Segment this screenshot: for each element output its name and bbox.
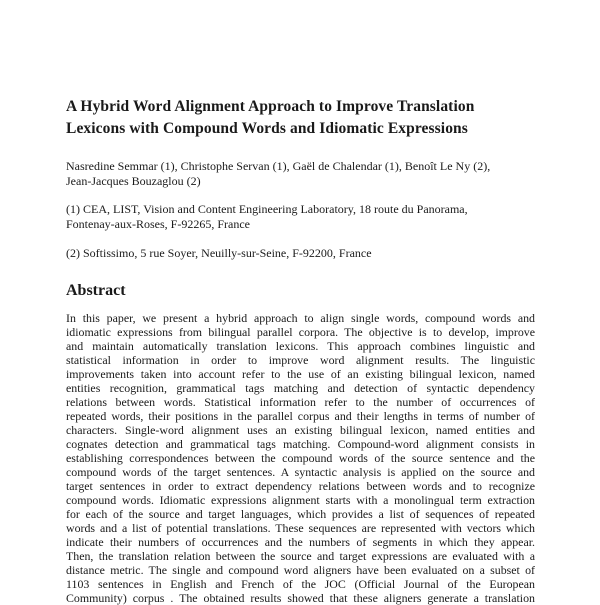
text-line: Fontenay-aux-Roses, F-92265, France [66, 216, 250, 231]
text-line: characters. Single-word alignment uses an existing bilingual lexicon, named entities and [66, 422, 535, 437]
text-line: Jean-Jacques Bouzaglou (2) [66, 173, 201, 188]
text-line: Community) corpus . The obtained results showed that these aligners generate a translation [66, 590, 535, 605]
text-line: In this paper, we present a hybrid approach to align single words, compound words and [66, 310, 535, 325]
text-line: statistical information in order to improve word alignment results. The linguistic [66, 352, 535, 367]
author-list [66, 159, 535, 188]
affiliation-2 [66, 246, 535, 261]
affiliation-1 [66, 202, 535, 231]
text-line: Nasredine Semmar (1), Christophe Servan (1), Gaël de Chalendar (1), Benoît Le Ny (2), [66, 159, 491, 173]
text-line: compound words. Idiomatic expressions alignment starts with a monolingual term extraction [66, 492, 535, 507]
text-line: improvements taken into account refer to the use of an existing bilingual lexicon, named [66, 366, 535, 381]
text-line: target sentences in order to extract dependency relations between words and to recognize [66, 478, 535, 493]
text-line: Then, the translation relation between the source and target expressions are evaluated with a [66, 548, 535, 563]
text-line: A Hybrid Word Alignment Approach to Improve Translation [66, 98, 475, 115]
text-line: entities recognition, grammatical tags matching and detection of syntactic dependency [66, 380, 535, 395]
text-line: and maintain automatically translation lexicons. This approach combines linguistic and [66, 338, 535, 353]
text-line: cognates detection and grammatical tags matching. Compound-word alignment consists in [66, 436, 535, 451]
text-line: establishing correspondences between the compound words of the source sentence and the [66, 450, 535, 465]
text-line: 1103 sentences in English and French of the JOC (Official Journal of the European [66, 576, 535, 591]
text-line: for each of the source and target languages, which provides a list of sequences of repeated [66, 506, 535, 521]
text-line: distance metric. The single and compound word aligners have been evaluated on a subset of [66, 562, 535, 577]
abstract-heading: Abstract [66, 281, 126, 299]
abstract-text [66, 311, 535, 605]
text-line: Lexicons with Compound Words and Idiomatic Expressions [66, 120, 468, 137]
text-line: indicate their numbers of occurrences and the numbers of segments in which they appear. [66, 534, 535, 549]
text-line: words and a list of potential translations. These sequences are represented with vectors which [66, 520, 535, 535]
text-line: relations between words. Statistical information refer to the number of occurrences of [66, 394, 535, 409]
text-line: (1) CEA, LIST, Vision and Content Engineering Laboratory, 18 route du Panorama, [66, 202, 468, 216]
paper-title [66, 96, 535, 140]
text-line: (2) Softissimo, 5 rue Soyer, Neuilly-sur-Seine, F-92200, France [66, 246, 372, 260]
text-line: repeated words, their positions in the parallel corpus and their lengths in terms of number of [66, 408, 535, 423]
text-line: compound words of the target sentences. A syntactic analysis is applied on the source and [66, 464, 535, 479]
text-line: idiomatic expressions from bilingual parallel corpora. The objective is to develop, improve [66, 324, 535, 339]
